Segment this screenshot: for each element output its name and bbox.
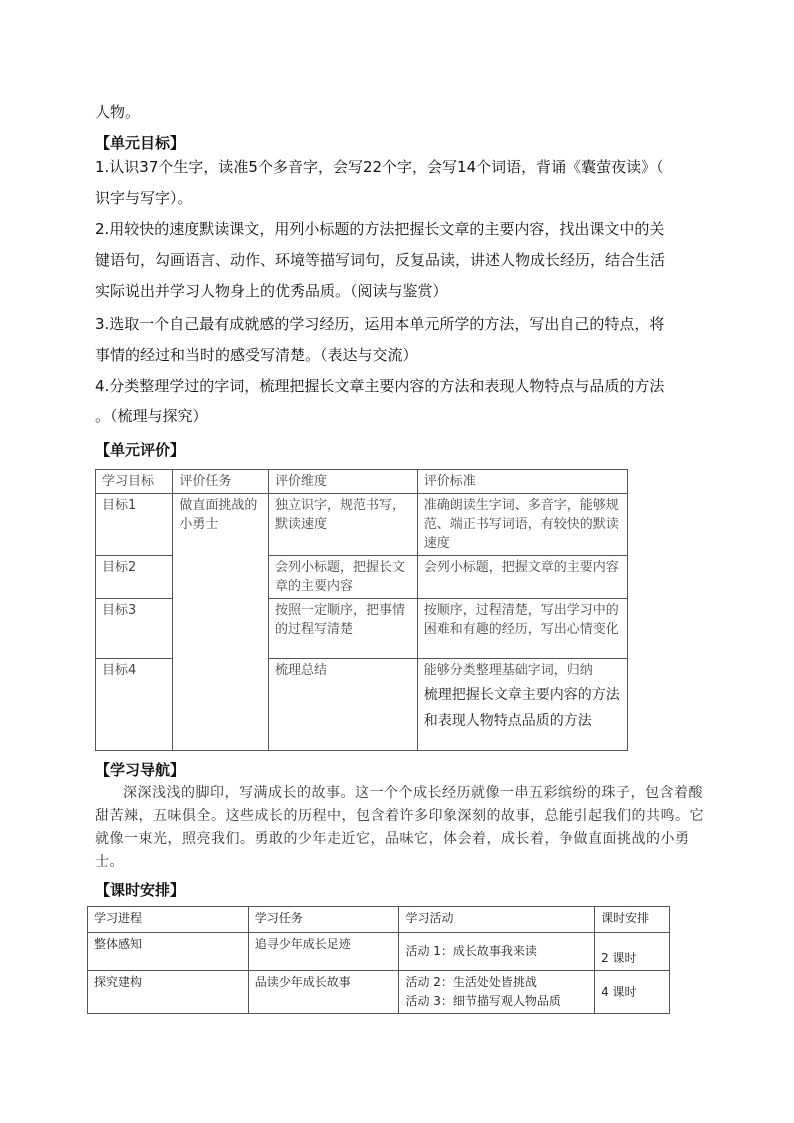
schedule-heading: 【课时安排】	[95, 881, 186, 899]
goal-cell: 目标1	[96, 494, 173, 556]
task-cell: 追寻少年成长足迹	[248, 933, 399, 971]
standard-text-extra: 梳理把握长文章主要内容的方法和表现人物特点品质的方法	[423, 687, 620, 729]
dimension-cell: 会列小标题，把握长文章的主要内容	[268, 556, 417, 599]
evaluation-row	[96, 494, 628, 556]
task-cell: 品读少年成长故事	[248, 971, 399, 1014]
standard-cell: 会列小标题，把握文章的主要内容	[417, 556, 627, 599]
evaluation-heading: 【单元评价】	[95, 441, 186, 459]
dimension-cell: 按照一定顺序，把事情的过程写清楚	[268, 599, 417, 659]
intro-tail: 人物。	[95, 103, 141, 121]
goals-heading: 【单元目标】	[95, 134, 186, 152]
guide-text: 深深浅浅的脚印，写满成长的故事。这一个个成长经历就像一串五彩缤纷的珠子，包含着酸甜苦辣，五味俱全。这些成长的历程中，包含着许多印象深刻的故事，总能引起我们的共鸣。它就像一束光，照亮我们。勇敢的少年走近它，品味它，体会着，成长着，争做直面挑战的小勇士。	[95, 785, 704, 870]
header-stage: 学习进程	[88, 907, 249, 933]
header-goal: 学习目标	[96, 470, 173, 494]
task-cell: 做直面挑战的小勇士	[173, 494, 269, 751]
goal-cell: 目标3	[96, 599, 173, 659]
goal-4-line-1: 4.分类整理学过的字词，梳理把握长文章主要内容的方法和表现人物特点与品质的方法	[95, 377, 665, 395]
hours-cell: 4 课时	[595, 971, 670, 1014]
activity-item: 活动 3：细节描写观人物品质	[405, 994, 561, 1008]
schedule-row	[88, 933, 670, 971]
goal-cell: 目标4	[96, 659, 173, 751]
activity-item: 活动 2：生活处处皆挑战	[405, 975, 537, 989]
header-task: 学习任务	[248, 907, 399, 933]
evaluation-table	[95, 469, 628, 751]
schedule-table	[87, 906, 670, 1014]
activity-cell	[399, 933, 595, 971]
goal-4-line-2: 。（梳理与探究）	[95, 407, 208, 425]
goal-cell: 目标2	[96, 556, 173, 599]
standard-text: 能够分类整理基础字词，归纳	[423, 663, 593, 678]
goal-2-line-3: 实际说出并学习人物身上的优秀品质。（阅读与鉴赏）	[95, 282, 448, 300]
header-hours: 课时安排	[595, 907, 670, 933]
header-activity: 学习活动	[399, 907, 595, 933]
activity-item: 活动 1：成长故事我来读	[405, 944, 537, 958]
goal-1-line-2: 识字与写字）。	[95, 189, 193, 207]
guide-heading: 【学习导航】	[95, 761, 186, 779]
goal-1-line-1: 1.认识37个生字，读准5个多音字，会写22个字，会写14个词语，背诵《囊萤夜读》（	[95, 158, 664, 176]
standard-cell: 准确朗读生字词、多音字，能够规范、端正书写词语，有较快的默读速度	[417, 494, 627, 556]
standard-cell	[417, 659, 627, 751]
goal-3-line-2: 事情的经过和当时的感受写清楚。（表达与交流）	[95, 346, 418, 364]
standard-cell: 按顺序，过程清楚，写出学习中的困难和有趣的经历，写出心情变化	[417, 599, 627, 659]
dimension-cell: 梳理总结	[268, 659, 417, 751]
goal-2-line-2: 键语句，勾画语言、动作、环境等描写词句，反复品读，讲述人物成长经历，结合生活	[95, 251, 666, 269]
schedule-row	[88, 971, 670, 1014]
header-standard: 评价标准	[417, 470, 627, 494]
goal-3-line-1: 3.选取一个自己最有成就感的学习经历，运用本单元所学的方法，写出自己的特点，将	[95, 315, 665, 333]
stage-cell: 探究建构	[88, 971, 249, 1014]
header-task: 评价任务	[173, 470, 269, 494]
dimension-cell: 独立识字，规范书写，默读速度	[268, 494, 417, 556]
schedule-header-row	[88, 907, 670, 933]
activity-cell	[399, 971, 595, 1014]
goal-2-line-1: 2.用较快的速度默读课文，用列小标题的方法把握长文章的主要内容，找出课文中的关	[95, 220, 665, 238]
hours-cell: 2 课时	[595, 933, 670, 971]
header-dimension: 评价维度	[268, 470, 417, 494]
evaluation-header-row	[96, 470, 628, 494]
stage-cell: 整体感知	[88, 933, 249, 971]
